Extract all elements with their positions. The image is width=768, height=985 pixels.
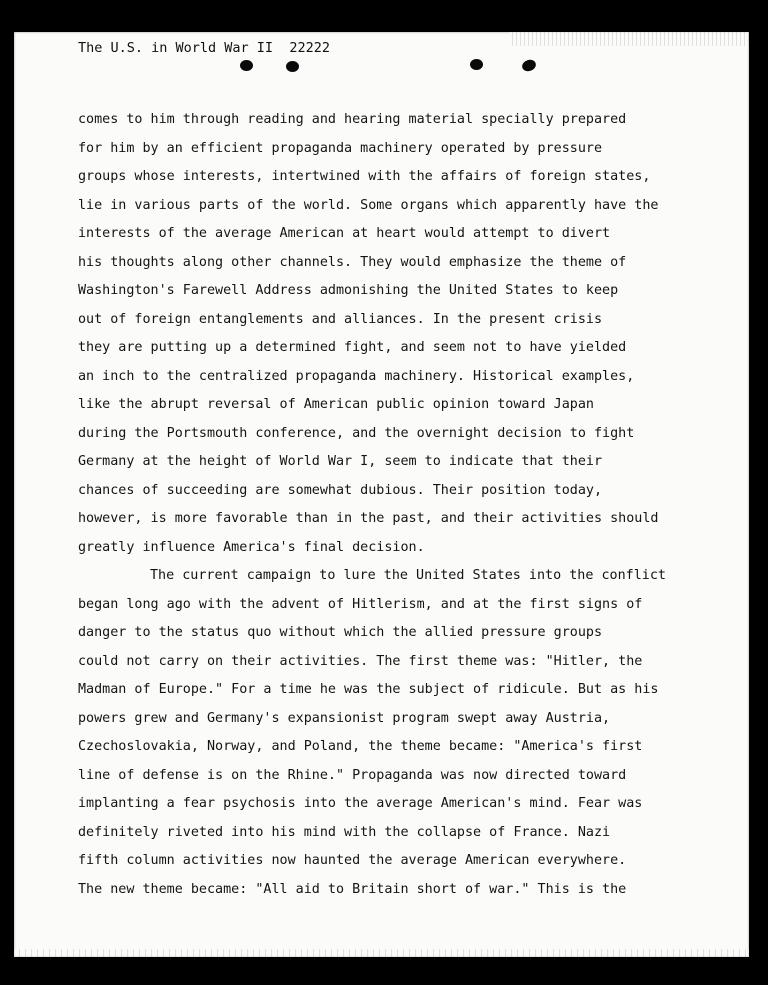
text-line: The current campaign to lure the United States into the conflict <box>150 568 666 583</box>
text-line: fifth column activities now haunted the average American everywhere. <box>78 853 627 868</box>
body-text <box>78 106 758 904</box>
top-edge-scan-artifact <box>509 32 749 46</box>
text-line: danger to the status quo without which the allied pressure groups <box>78 625 603 640</box>
text-line: for him by an efficient propaganda machinery operated by pressure <box>78 140 603 156</box>
punch-hole-icon <box>286 61 299 72</box>
text-line: lie in various parts of the world. Some organs which apparently have the <box>78 197 659 213</box>
text-line: Washington's Farewell Address admonishing the United States to keep <box>78 283 619 298</box>
text-line: Madman of Europe." For a time he was the subject of ridicule. But as his <box>78 682 659 697</box>
text-line: Germany at the height of World War I, seem to indicate that their <box>78 454 603 469</box>
text-line: groups whose interests, intertwined with the affairs of foreign states, <box>78 169 651 184</box>
punch-hole-icon <box>470 59 483 70</box>
text-line: Czechoslovakia, Norway, and Poland, the theme became: "America's first <box>78 739 643 754</box>
punch-hole-icon <box>521 58 538 73</box>
punch-hole-icon <box>240 60 253 71</box>
text-line: however, is more favorable than in the past, and their activities should <box>78 511 659 526</box>
text-line: during the Portsmouth conference, and the overnight decision to fight <box>78 425 635 441</box>
text-line: definitely riveted into his mind with the collapse of France. Nazi <box>78 824 611 840</box>
text-line: like the abrupt reversal of American public opinion toward Japan <box>78 397 594 412</box>
page-header: The U.S. in World War II 22222 <box>78 40 330 56</box>
text-line: out of foreign entanglements and alliances. In the present crisis <box>78 311 603 327</box>
text-line: could not carry on their activities. The first theme was: "Hitler, the <box>78 653 643 669</box>
text-line: interests of the average American at heart would attempt to divert <box>78 226 611 241</box>
text-line: comes to him through reading and hearing material specially prepared <box>78 112 627 127</box>
text-line: implanting a fear psychosis into the average American's mind. Fear was <box>78 796 643 811</box>
text-line: line of defense is on the Rhine." Propaganda was now directed toward <box>78 767 627 783</box>
text-line: chances of succeeding are somewhat dubious. Their position today, <box>78 482 603 498</box>
text-line: began long ago with the advent of Hitlerism, and at the first signs of <box>78 596 643 612</box>
text-line: The new theme became: "All aid to Britain short of war." This is the <box>78 881 627 897</box>
text-line: greatly influence America's final decision. <box>78 539 425 555</box>
text-line: they are putting up a determined fight, and seem not to have yielded <box>78 340 627 355</box>
text-line: an inch to the centralized propaganda machinery. Historical examples, <box>78 368 635 384</box>
text-line: powers grew and Germany's expansionist program swept away Austria, <box>78 710 611 726</box>
bottom-edge-scan-artifact <box>14 949 749 957</box>
document-page <box>14 32 749 957</box>
text-line: his thoughts along other channels. They would emphasize the theme of <box>78 254 627 270</box>
